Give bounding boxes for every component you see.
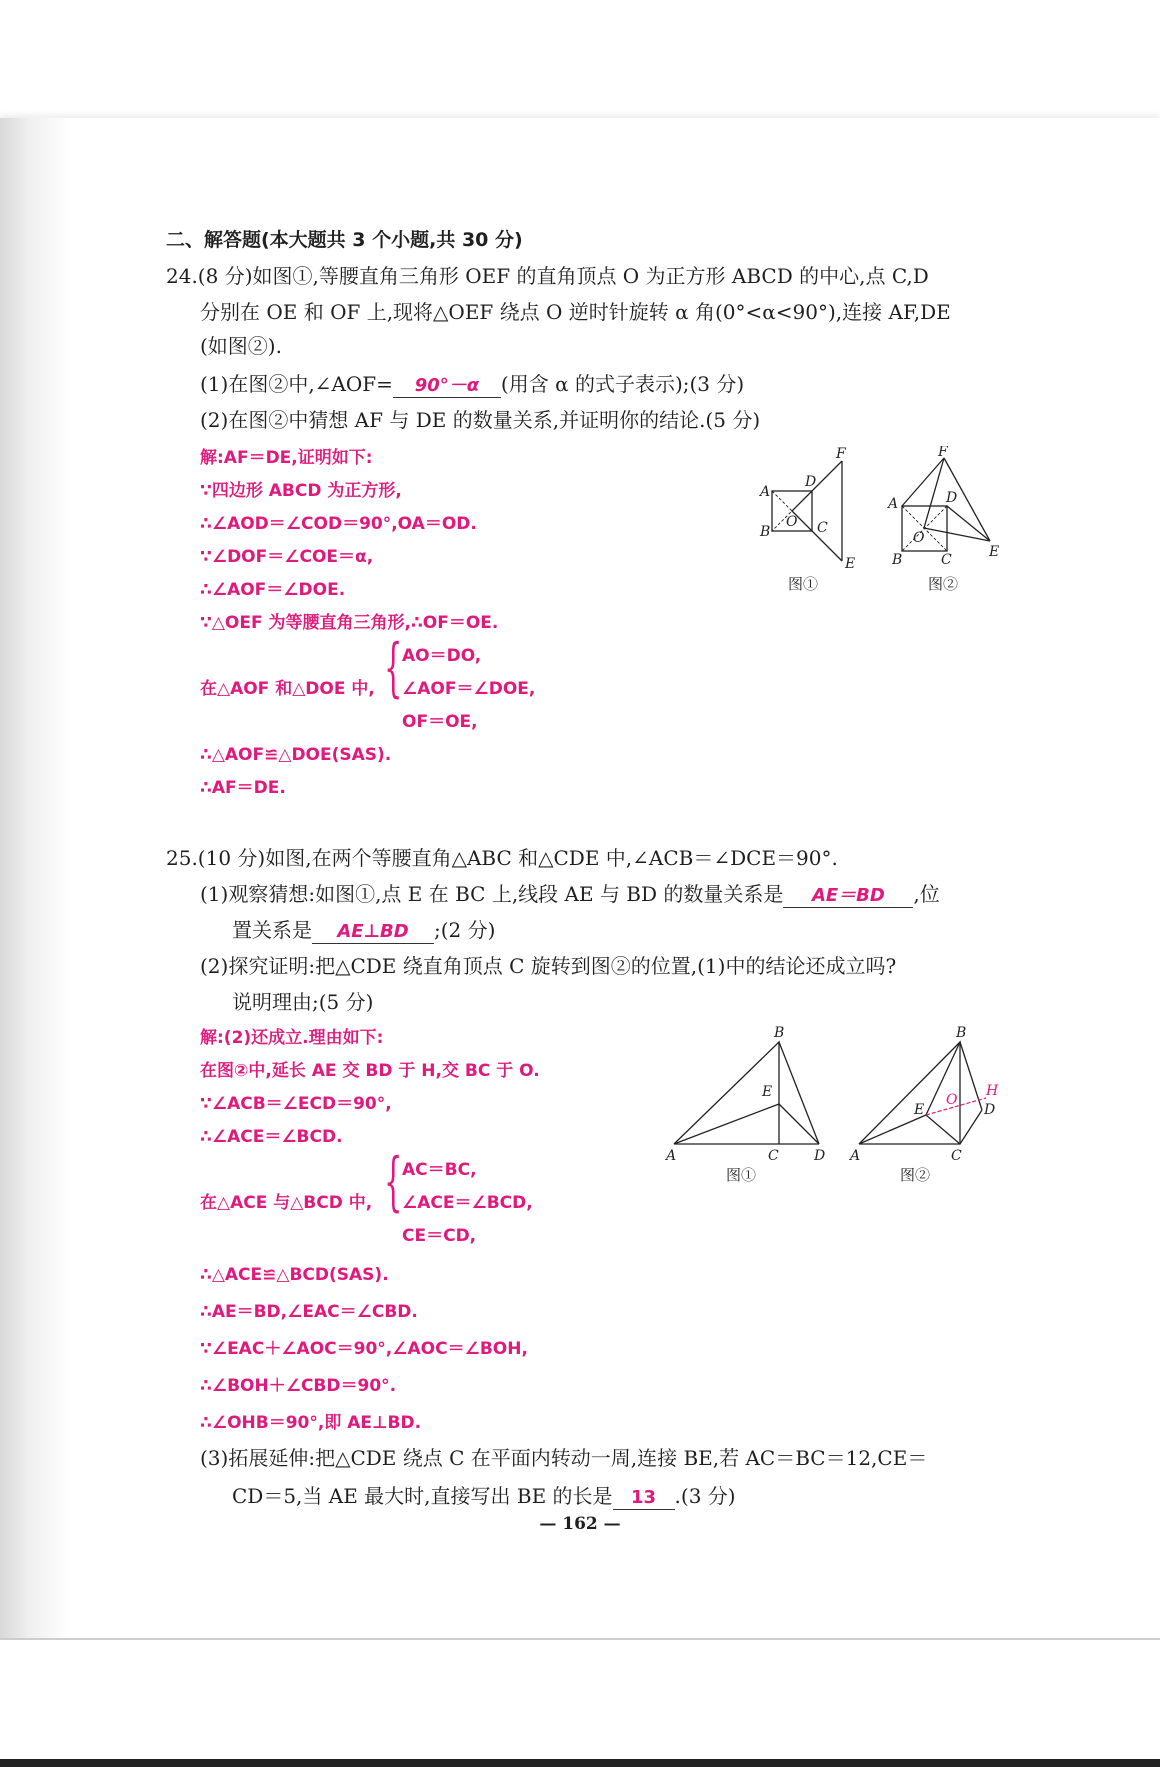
q25-solution-line: ∴∠ACE＝∠BCD. <box>200 1127 343 1147</box>
q25-part1-answer1: AE＝BD <box>783 885 913 908</box>
q25-part3-line2-prefix: CD＝5,当 AE 最大时,直接写出 BE 的长是 <box>232 1484 613 1508</box>
q25-part1-line2 <box>232 918 495 944</box>
q24-system-prefix: 在△AOF 和△DOE 中, <box>200 679 375 699</box>
fig-label: B <box>774 1025 785 1041</box>
triangle-abc <box>859 1042 960 1144</box>
fig-label: D <box>946 490 958 506</box>
q25-solution-line: 解:(2)还成立.理由如下: <box>200 1028 384 1048</box>
section-title: 二、解答题(本大题共 3 个小题,共 30 分) <box>166 229 523 251</box>
q24-figures <box>750 446 1000 596</box>
q25-part1-line2-prefix: 置关系是 <box>232 918 312 942</box>
q25-conclusion-line: ∴∠OHB＝90°,即 AE⊥BD. <box>200 1413 422 1433</box>
q25-system-prefix: 在△ACE 与△BCD 中, <box>200 1193 373 1213</box>
q24-solution-line: ∵△OEF 为等腰直角三角形,∴OF＝OE. <box>200 613 499 633</box>
q24-solution-line: 解:AF＝DE,证明如下: <box>200 448 373 468</box>
q25-part3-answer: 13 <box>613 1487 675 1510</box>
fig-label: O <box>786 514 798 530</box>
q25-conclusion-line: ∴AE＝BD,∠EAC＝∠CBD. <box>200 1302 418 1322</box>
q24-solution-line: ∵四边形 ABCD 为正方形, <box>200 481 402 501</box>
fig-label: B <box>956 1025 967 1041</box>
q24-part1 <box>200 372 744 398</box>
q24-part1-suffix: (用含 α 的式子表示);(3 分) <box>500 372 745 396</box>
q24-system-brace: { <box>384 631 403 705</box>
fig-label: O <box>913 530 925 546</box>
q25-conclusion-line: ∵∠EAC＋∠AOC＝90°,∠AOC＝∠BOH, <box>200 1339 528 1359</box>
fig-label: C <box>768 1148 779 1164</box>
q24-solution-line: ∴∠AOF＝∠DOE. <box>200 580 346 600</box>
page-sheet <box>0 118 1160 1638</box>
fig-label: C <box>941 552 952 568</box>
page-number: — 162 — <box>539 1514 621 1534</box>
q24-fig1-caption: 图① <box>788 575 819 593</box>
fig-label: D <box>984 1102 996 1118</box>
q24-figure-2 <box>886 446 999 593</box>
fig-label: D <box>814 1148 826 1164</box>
q24-solution-line: ∵∠DOF＝∠COE＝α, <box>200 547 374 567</box>
q25-solution-line: 在图②中,延长 AE 交 BD 于 H,交 BC 于 O. <box>200 1061 540 1081</box>
q25-part1-suffix: ,位 <box>913 882 940 906</box>
fig-label: B <box>892 552 903 568</box>
fig-label: E <box>914 1102 925 1118</box>
q25-line1: 25.(10 分)如图,在两个等腰直角△ABC 和△CDE 中,∠ACB＝∠DCE＝90°. <box>166 846 838 870</box>
q25-part1-line2-suffix: ;(2 分) <box>434 918 496 942</box>
q25-system-line: CE＝CD, <box>402 1226 477 1246</box>
fig-label: C <box>817 520 828 536</box>
q25-part1-prefix: (1)观察猜想:如图①,点 E 在 BC 上,线段 AE 与 BD 的数量关系是 <box>200 882 784 906</box>
q25-figures <box>664 1022 1004 1192</box>
q24-line1: 24.(8 分)如图①,等腰直角三角形 OEF 的直角顶点 O 为正方形 ABCD 的中心,点 C,D <box>166 264 929 288</box>
fig-label: E <box>989 544 1000 560</box>
q25-part2-line1: (2)探究证明:把△CDE 绕直角顶点 C 旋转到图②的位置,(1)中的结论还成立吗? <box>200 954 897 978</box>
fig-label: C <box>951 1148 962 1164</box>
q24-system-line: OF＝OE, <box>402 712 478 732</box>
q25-fig1-caption: 图① <box>726 1166 757 1184</box>
q24-solution-line: ∴∠AOD＝∠COD＝90°,OA＝OD. <box>200 514 477 534</box>
q25-system-brace: { <box>384 1145 403 1219</box>
fig-label: A <box>850 1148 861 1164</box>
fig-label: O <box>946 1092 958 1108</box>
page-left-shadow <box>0 118 70 1638</box>
q25-figure-1 <box>664 1025 825 1184</box>
q24-figure-1 <box>758 446 855 593</box>
q24-line3: (如图②). <box>200 334 282 358</box>
fig-label: E <box>845 556 856 572</box>
q24-part2: (2)在图②中猜想 AF 与 DE 的数量关系,并证明你的结论.(5 分) <box>200 408 761 432</box>
fig-label: F <box>836 446 846 462</box>
q25-system-line: AC＝BC, <box>402 1160 477 1180</box>
q24-fig2-caption: 图② <box>928 575 959 593</box>
q25-part2-line2: 说明理由;(5 分) <box>232 990 374 1014</box>
q24-part1-answer: 90°－α <box>393 375 501 398</box>
q24-line2: 分别在 OE 和 OF 上,现将△OEF 绕点 O 逆时针旋转 α 角(0°<α<90°),连接 AF,DE <box>200 300 951 324</box>
triangle-oef <box>792 461 842 561</box>
bottom-bar <box>0 1759 1160 1767</box>
q25-part3-line2-suffix: .(3 分) <box>674 1484 736 1508</box>
q25-part1-line1 <box>200 882 940 908</box>
fig-label: A <box>760 484 771 500</box>
q25-system-line: ∠ACE＝∠BCD, <box>402 1193 533 1213</box>
fig-label: E <box>762 1084 773 1100</box>
q24-system-line: ∠AOF＝∠DOE, <box>402 679 536 699</box>
q24-conclusion-line: ∴AF＝DE. <box>200 778 286 798</box>
q25-fig2-caption: 图② <box>900 1166 931 1184</box>
fig-label: D <box>805 474 817 490</box>
fig-label: B <box>760 524 771 540</box>
q25-part1-answer2: AE⊥BD <box>312 921 434 944</box>
fig-label: F <box>938 446 948 460</box>
q25-part3-line2 <box>232 1484 736 1510</box>
q25-part3-line1: (3)拓展延伸:把△CDE 绕点 C 在平面内转动一周,连接 BE,若 AC＝BC＝12,CE＝ <box>200 1446 928 1470</box>
q24-system-line: AO＝DO, <box>402 646 482 666</box>
q25-solution-line: ∵∠ACB＝∠ECD＝90°, <box>200 1094 392 1114</box>
q25-conclusion-line: ∴△ACE≌△BCD(SAS). <box>200 1265 389 1285</box>
q24-conclusion-line: ∴△AOF≌△DOE(SAS). <box>200 745 392 765</box>
q25-conclusion-line: ∴∠BOH＋∠CBD＝90°. <box>200 1376 397 1396</box>
fig-label: A <box>888 496 899 512</box>
q25-figure-2 <box>848 1025 999 1184</box>
fig-label: H <box>986 1083 999 1099</box>
fig-label: A <box>666 1148 677 1164</box>
q24-part1-prefix: (1)在图②中,∠AOF= <box>200 372 393 396</box>
background-below-page <box>0 1638 1160 1761</box>
